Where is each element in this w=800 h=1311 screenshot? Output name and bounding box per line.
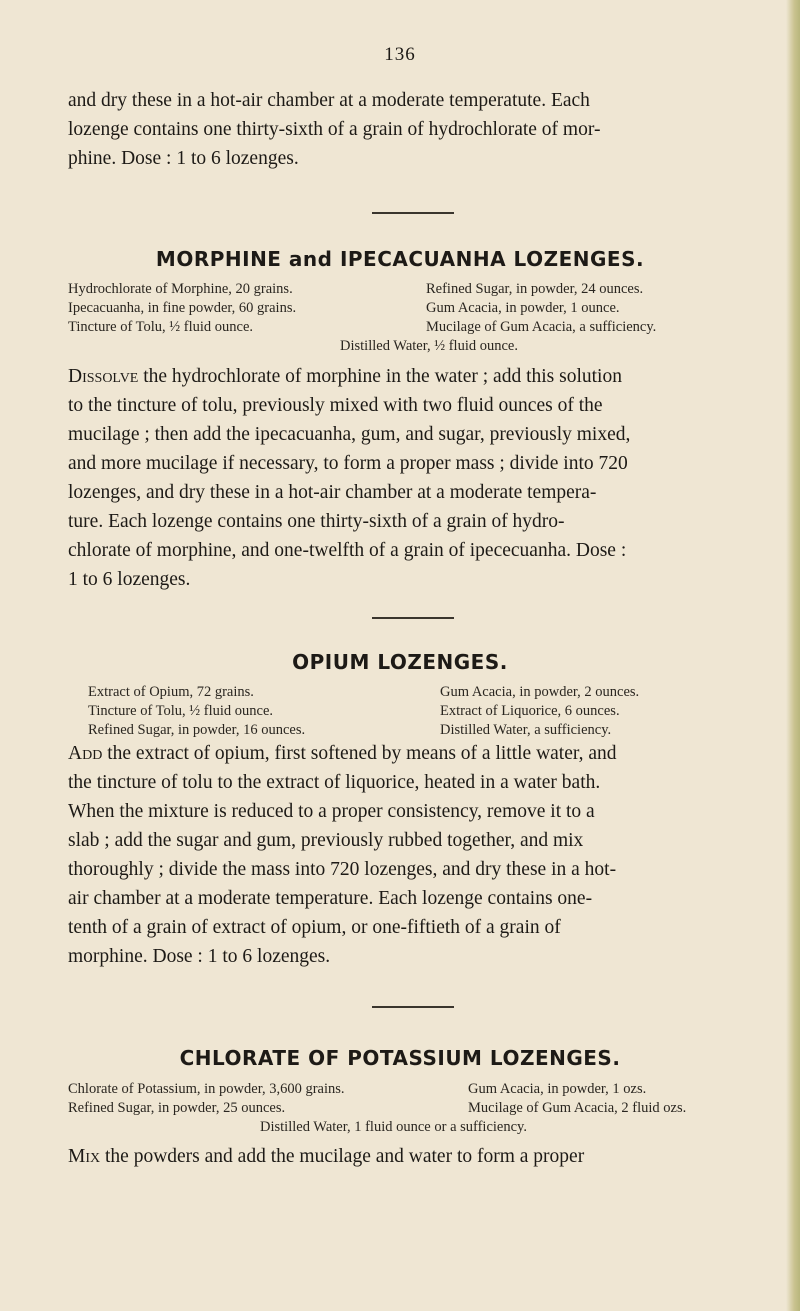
text-run: the extract of opium, first softened by means of a little water, and bbox=[102, 743, 617, 764]
text-line: ture. Each lozenge contains one thirty-sixth of a grain of hydro- bbox=[68, 511, 565, 532]
text-line bbox=[68, 362, 740, 391]
ingredient-item: Extract of Opium, 72 grains. bbox=[88, 684, 254, 700]
ingredient-item-center: Distilled Water, ½ fluid ounce. bbox=[340, 338, 518, 354]
ingredient-item: Mucilage of Gum Acacia, 2 fluid ozs. bbox=[468, 1100, 687, 1116]
text-line: and dry these in a hot-air chamber at a moderate temperatute. Each bbox=[68, 90, 590, 111]
section-divider bbox=[372, 212, 454, 214]
section-heading-morphine-ipecacuanha: MORPHINE and IPECACUANHA LOZENGES. bbox=[155, 247, 645, 271]
section-divider bbox=[372, 1006, 454, 1008]
ingredient-item: Tincture of Tolu, ½ fluid ounce. bbox=[68, 319, 254, 335]
text-line: phine. Dose : 1 to 6 lozenges. bbox=[68, 148, 299, 169]
text-line: thoroughly ; divide the mass into 720 lozenges, and dry these in a hot- bbox=[68, 859, 617, 880]
ingredient-item: Refined Sugar, in powder, 24 ounces. bbox=[426, 281, 644, 297]
section-heading-opium: OPIUM LOZENGES. bbox=[292, 650, 508, 674]
ingredient-item: Distilled Water, a sufficiency. bbox=[440, 722, 612, 738]
text-line: When the mixture is reduced to a proper consistency, remove it to a bbox=[68, 801, 595, 822]
ingredient-item: Refined Sugar, in powder, 16 ounces. bbox=[88, 722, 306, 738]
ingredient-list-right bbox=[440, 683, 639, 740]
ingredient-item: Extract of Liquorice, 6 ounces. bbox=[440, 703, 620, 719]
ingredient-item: Gum Acacia, in powder, 1 ounce. bbox=[426, 300, 620, 316]
text-line: 1 to 6 lozenges. bbox=[68, 569, 191, 590]
text-line: lozenge contains one thirty-sixth of a grain of hydrochlorate of mor- bbox=[68, 119, 601, 140]
ingredient-item: Refined Sugar, in powder, 25 ounces. bbox=[68, 1100, 286, 1116]
ingredient-list-right bbox=[426, 280, 656, 337]
text-line bbox=[68, 739, 740, 768]
ingredient-list-left bbox=[68, 1080, 345, 1118]
ingredient-list-left bbox=[88, 683, 305, 740]
ingredient-item: Mucilage of Gum Acacia, a sufficiency. bbox=[426, 319, 657, 335]
lead-word: Add bbox=[68, 743, 103, 764]
ingredient-item: Tincture of Tolu, ½ fluid ounce. bbox=[88, 703, 274, 719]
text-line: morphine. Dose : 1 to 6 lozenges. bbox=[68, 946, 331, 967]
intro-paragraph bbox=[68, 86, 740, 173]
text-line: mucilage ; then add the ipecacuanha, gum, and sugar, previously mixed, bbox=[68, 424, 631, 445]
ingredient-item: Chlorate of Potassium, in powder, 3,600 grains. bbox=[68, 1081, 345, 1097]
text-run: the hydrochlorate of morphine in the water ; add this solution bbox=[138, 366, 622, 387]
text-line: chlorate of morphine, and one-twelfth of a grain of ipececuanha. Dose : bbox=[68, 540, 627, 561]
method-paragraph-chlorate bbox=[68, 1142, 740, 1171]
text-line: the tincture of tolu to the extract of liquorice, heated in a water bath. bbox=[68, 772, 601, 793]
text-line: air chamber at a moderate temperature. Each lozenge contains one- bbox=[68, 888, 593, 909]
lead-word: Dissolve bbox=[68, 366, 139, 387]
lead-word: Mix bbox=[68, 1146, 101, 1167]
method-paragraph-morphine-ipecacuanha bbox=[68, 362, 740, 594]
ingredient-list-right bbox=[468, 1080, 686, 1118]
ingredient-item-center: Distilled Water, 1 fluid ounce or a sufficiency. bbox=[260, 1119, 527, 1135]
section-divider bbox=[372, 617, 454, 619]
text-line bbox=[68, 1142, 740, 1171]
text-line: tenth of a grain of extract of opium, or one-fiftieth of a grain of bbox=[68, 917, 561, 938]
ingredient-item: Gum Acacia, in powder, 1 ozs. bbox=[468, 1081, 647, 1097]
text-line: to the tincture of tolu, previously mixed with two fluid ounces of the bbox=[68, 395, 603, 416]
page-number: 136 bbox=[384, 44, 416, 65]
ingredient-item: Ipecacuanha, in fine powder, 60 grains. bbox=[68, 300, 297, 316]
text-line: and more mucilage if necessary, to form a proper mass ; divide into 720 bbox=[68, 453, 628, 474]
ingredient-item: Gum Acacia, in powder, 2 ounces. bbox=[440, 684, 640, 700]
ingredient-list-left bbox=[68, 280, 296, 337]
ingredient-item: Hydrochlorate of Morphine, 20 grains. bbox=[68, 281, 293, 297]
section-heading-chlorate-of-potassium: CHLORATE OF POTASSIUM LOZENGES. bbox=[179, 1046, 621, 1070]
text-line: lozenges, and dry these in a hot-air chamber at a moderate tempera- bbox=[68, 482, 597, 503]
text-run: the powders and add the mucilage and water to form a proper bbox=[100, 1146, 585, 1167]
method-paragraph-opium bbox=[68, 739, 740, 971]
text-line: slab ; add the sugar and gum, previously rubbed together, and mix bbox=[68, 830, 584, 851]
